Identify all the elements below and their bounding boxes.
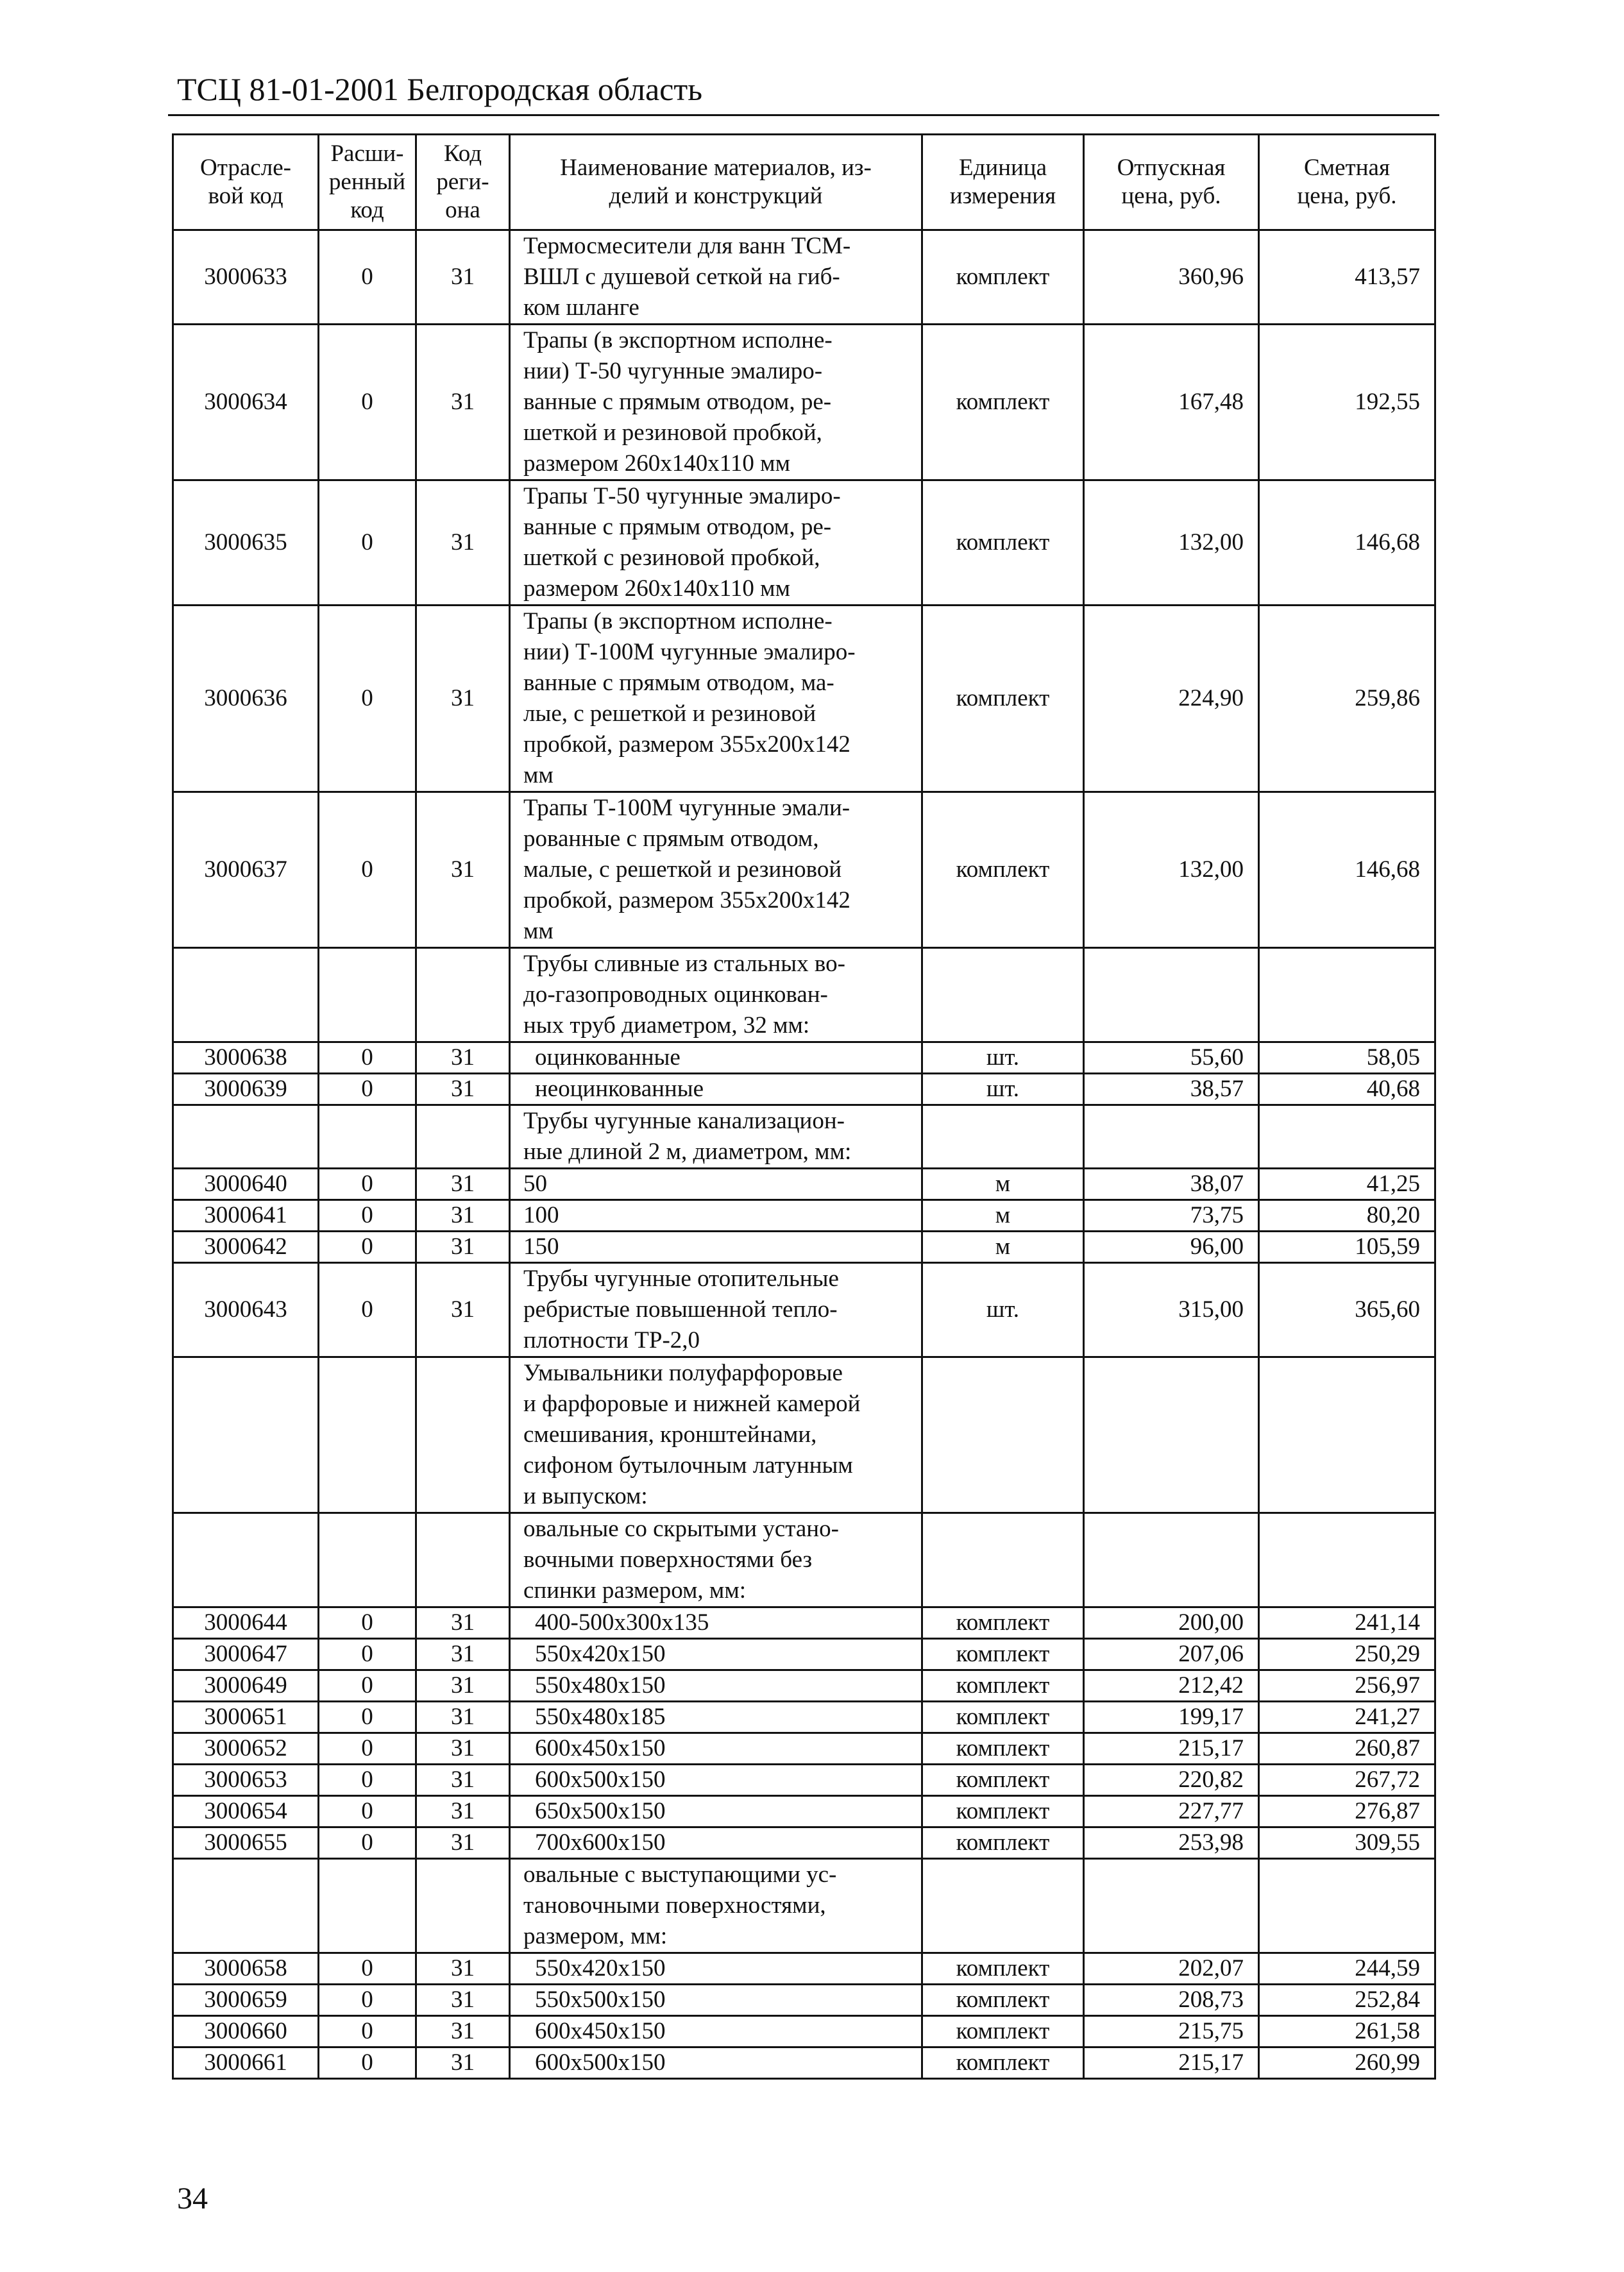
cell-region-code: 31 (416, 1827, 510, 1859)
cell-extended-code: 0 (319, 1670, 416, 1702)
cell-region-code (416, 1859, 510, 1953)
cell-extended-code: 0 (319, 1042, 416, 1074)
cell-unit (922, 1859, 1084, 1953)
cell-extended-code: 0 (319, 1263, 416, 1357)
cell-sector-code: 3000654 (173, 1796, 319, 1827)
cell-sector-code: 3000641 (173, 1200, 319, 1232)
cell-estimate-price: 146,68 (1259, 480, 1435, 606)
cell-sector-code: 3000638 (173, 1042, 319, 1074)
cell-extended-code: 0 (319, 1169, 416, 1200)
cell-release-price (1084, 1357, 1259, 1513)
table-row (173, 1263, 1435, 1357)
table-group-heading-row (173, 1513, 1435, 1607)
cell-estimate-price: 250,29 (1259, 1639, 1435, 1670)
cell-release-price: 227,77 (1084, 1796, 1259, 1827)
cell-unit (922, 1357, 1084, 1513)
cell-region-code: 31 (416, 1263, 510, 1357)
cell-material-name: Термосмесители для ванн ТСМ- ВШЛ с душевой сеткой на гиб- ком шланге (510, 230, 922, 325)
cell-unit: шт. (922, 1263, 1084, 1357)
cell-estimate-price: 309,55 (1259, 1827, 1435, 1859)
cell-extended-code: 0 (319, 2047, 416, 2079)
table-row (173, 325, 1435, 480)
col-header-unit: Единица измерения (922, 135, 1084, 230)
cell-material-name: 50 (510, 1169, 922, 1200)
table-row (173, 1702, 1435, 1733)
cell-material-name: 600х500х150 (510, 1765, 922, 1796)
cell-estimate-price: 260,87 (1259, 1733, 1435, 1765)
cell-material-name: 550х420х150 (510, 1639, 922, 1670)
cell-unit: комплект (922, 325, 1084, 480)
cell-material-name: 550х420х150 (510, 1953, 922, 1985)
cell-sector-code: 3000652 (173, 1733, 319, 1765)
cell-region-code: 31 (416, 792, 510, 948)
col-header-sector-code: Отрасле- вой код (173, 135, 319, 230)
cell-unit: комплект (922, 480, 1084, 606)
table-row (173, 1796, 1435, 1827)
cell-unit: комплект (922, 1765, 1084, 1796)
table-row (173, 1670, 1435, 1702)
cell-unit: комплект (922, 606, 1084, 792)
cell-release-price: 96,00 (1084, 1232, 1259, 1263)
table-row (173, 1169, 1435, 1200)
cell-region-code: 31 (416, 2047, 510, 2079)
table-row (173, 1765, 1435, 1796)
cell-sector-code: 3000649 (173, 1670, 319, 1702)
cell-release-price: 220,82 (1084, 1765, 1259, 1796)
table-group-heading-row (173, 948, 1435, 1042)
cell-extended-code: 0 (319, 606, 416, 792)
col-header-release-price: Отпускная цена, руб. (1084, 135, 1259, 230)
cell-material-name: 400-500х300х135 (510, 1607, 922, 1639)
cell-region-code: 31 (416, 1670, 510, 1702)
table-group-heading-row (173, 1859, 1435, 1953)
table-row (173, 480, 1435, 606)
cell-unit (922, 1105, 1084, 1169)
cell-unit: м (922, 1200, 1084, 1232)
cell-release-price: 212,42 (1084, 1670, 1259, 1702)
cell-material-name: Трубы сливные из стальных во- до-газопроводных оцинкован- ных труб диаметром, 32 мм: (510, 948, 922, 1042)
cell-release-price (1084, 1513, 1259, 1607)
table-row (173, 1607, 1435, 1639)
cell-sector-code: 3000655 (173, 1827, 319, 1859)
table-row (173, 1232, 1435, 1263)
cell-estimate-price: 267,72 (1259, 1765, 1435, 1796)
cell-sector-code: 3000642 (173, 1232, 319, 1263)
table-row (173, 1985, 1435, 2016)
cell-region-code: 31 (416, 1169, 510, 1200)
table-group-heading-row (173, 1105, 1435, 1169)
cell-sector-code: 3000633 (173, 230, 319, 325)
cell-region-code: 31 (416, 1985, 510, 2016)
cell-estimate-price: 252,84 (1259, 1985, 1435, 2016)
cell-release-price (1084, 1859, 1259, 1953)
cell-extended-code: 0 (319, 325, 416, 480)
cell-estimate-price (1259, 1357, 1435, 1513)
cell-release-price: 38,57 (1084, 1074, 1259, 1105)
cell-estimate-price: 261,58 (1259, 2016, 1435, 2047)
cell-sector-code: 3000635 (173, 480, 319, 606)
cell-release-price (1084, 948, 1259, 1042)
cell-estimate-price: 244,59 (1259, 1953, 1435, 1985)
cell-extended-code: 0 (319, 1827, 416, 1859)
cell-region-code: 31 (416, 1232, 510, 1263)
cell-estimate-price: 192,55 (1259, 325, 1435, 480)
cell-sector-code: 3000658 (173, 1953, 319, 1985)
cell-region-code: 31 (416, 480, 510, 606)
cell-region-code: 31 (416, 1042, 510, 1074)
cell-material-name: овальные с выступающими ус- тановочными поверхностями, размером, мм: (510, 1859, 922, 1953)
cell-material-name: 550х500х150 (510, 1985, 922, 2016)
cell-estimate-price: 413,57 (1259, 230, 1435, 325)
cell-sector-code: 3000661 (173, 2047, 319, 2079)
cell-unit: комплект (922, 792, 1084, 948)
cell-region-code: 31 (416, 325, 510, 480)
cell-release-price: 202,07 (1084, 1953, 1259, 1985)
cell-sector-code (173, 1357, 319, 1513)
cell-release-price: 360,96 (1084, 230, 1259, 325)
cell-extended-code: 0 (319, 2016, 416, 2047)
cell-release-price: 224,90 (1084, 606, 1259, 792)
cell-unit: комплект (922, 1639, 1084, 1670)
cell-material-name: Трубы чугунные отопительные ребристые повышенной тепло- плотности ТР-2,0 (510, 1263, 922, 1357)
cell-release-price: 208,73 (1084, 1985, 1259, 2016)
cell-material-name: овальные со скрытыми устано- вочными поверхностями без спинки размером, мм: (510, 1513, 922, 1607)
cell-extended-code: 0 (319, 1985, 416, 2016)
cell-region-code (416, 948, 510, 1042)
cell-sector-code: 3000643 (173, 1263, 319, 1357)
col-header-extended-code: Расши- ренный код (319, 135, 416, 230)
cell-extended-code: 0 (319, 792, 416, 948)
cell-estimate-price (1259, 1105, 1435, 1169)
cell-region-code (416, 1513, 510, 1607)
cell-region-code: 31 (416, 606, 510, 792)
table-row (173, 230, 1435, 325)
cell-extended-code: 0 (319, 1765, 416, 1796)
cell-extended-code: 0 (319, 1796, 416, 1827)
table-body (173, 230, 1435, 2079)
cell-unit: шт. (922, 1042, 1084, 1074)
cell-extended-code: 0 (319, 480, 416, 606)
cell-estimate-price: 105,59 (1259, 1232, 1435, 1263)
cell-unit: комплект (922, 2047, 1084, 2079)
cell-release-price: 73,75 (1084, 1200, 1259, 1232)
cell-estimate-price: 80,20 (1259, 1200, 1435, 1232)
col-header-region-code: Код реги- она (416, 135, 510, 230)
cell-unit: шт. (922, 1074, 1084, 1105)
cell-release-price: 132,00 (1084, 792, 1259, 948)
cell-release-price: 200,00 (1084, 1607, 1259, 1639)
cell-material-name: Трапы Т-50 чугунные эмалиро- ванные с прямым отводом, ре- шеткой с резиновой пробкой, размером 260х140х110 мм (510, 480, 922, 606)
cell-estimate-price: 276,87 (1259, 1796, 1435, 1827)
cell-release-price: 55,60 (1084, 1042, 1259, 1074)
cell-sector-code: 3000647 (173, 1639, 319, 1670)
cell-material-name: 650х500х150 (510, 1796, 922, 1827)
col-header-material-name: Наименование материалов, из- делий и конструкций (510, 135, 922, 230)
cell-release-price: 215,17 (1084, 2047, 1259, 2079)
cell-sector-code (173, 1105, 319, 1169)
cell-sector-code: 3000660 (173, 2016, 319, 2047)
table-row (173, 1827, 1435, 1859)
cell-unit: комплект (922, 1702, 1084, 1733)
cell-material-name: Трапы (в экспортном исполне- нии) Т-50 чугунные эмалиро- ванные с прямым отводом, ре- шеткой и резиновой пробкой, размером 260х140х110 мм (510, 325, 922, 480)
cell-material-name: 550х480х185 (510, 1702, 922, 1733)
cell-material-name: Трапы Т-100М чугунные эмали- рованные с прямым отводом, малые, с решеткой и резиновой пробкой, размером 355х200х142 мм (510, 792, 922, 948)
cell-estimate-price: 241,14 (1259, 1607, 1435, 1639)
cell-extended-code: 0 (319, 1639, 416, 1670)
cell-sector-code: 3000634 (173, 325, 319, 480)
cell-estimate-price: 365,60 (1259, 1263, 1435, 1357)
cell-extended-code: 0 (319, 1733, 416, 1765)
cell-release-price: 215,17 (1084, 1733, 1259, 1765)
cell-extended-code (319, 1357, 416, 1513)
table-row (173, 1042, 1435, 1074)
cell-region-code: 31 (416, 1765, 510, 1796)
table-row (173, 1733, 1435, 1765)
cell-sector-code (173, 1859, 319, 1953)
cell-material-name: Трапы (в экспортном исполне- нии) Т-100М чугунные эмалиро- ванные с прямым отводом, ма- лые, с решеткой и резиновой пробкой, размером 355х200х142 мм (510, 606, 922, 792)
cell-estimate-price: 260,99 (1259, 2047, 1435, 2079)
cell-estimate-price (1259, 948, 1435, 1042)
cell-region-code: 31 (416, 1796, 510, 1827)
cell-unit: комплект (922, 230, 1084, 325)
cell-release-price: 215,75 (1084, 2016, 1259, 2047)
cell-sector-code: 3000651 (173, 1702, 319, 1733)
table-row (173, 2016, 1435, 2047)
table-header-row (173, 135, 1435, 230)
cell-extended-code (319, 1105, 416, 1169)
cell-release-price: 253,98 (1084, 1827, 1259, 1859)
cell-sector-code (173, 1513, 319, 1607)
cell-release-price: 38,07 (1084, 1169, 1259, 1200)
cell-region-code: 31 (416, 1733, 510, 1765)
cell-release-price: 199,17 (1084, 1702, 1259, 1733)
cell-sector-code: 3000659 (173, 1985, 319, 2016)
cell-region-code: 31 (416, 1607, 510, 1639)
price-table (172, 133, 1436, 2080)
cell-region-code: 31 (416, 1953, 510, 1985)
cell-extended-code (319, 948, 416, 1042)
table-row (173, 792, 1435, 948)
cell-unit (922, 948, 1084, 1042)
cell-unit: комплект (922, 2016, 1084, 2047)
table-row (173, 1074, 1435, 1105)
cell-extended-code: 0 (319, 1074, 416, 1105)
cell-release-price: 315,00 (1084, 1263, 1259, 1357)
cell-material-name: оцинкованные (510, 1042, 922, 1074)
cell-material-name: неоцинкованные (510, 1074, 922, 1105)
col-header-estimate-price: Сметная цена, руб. (1259, 135, 1435, 230)
page-header: ТСЦ 81-01-2001 Белгородская область (177, 71, 703, 107)
cell-region-code (416, 1105, 510, 1169)
cell-unit: комплект (922, 1985, 1084, 2016)
cell-material-name: 600х450х150 (510, 2016, 922, 2047)
cell-unit: комплект (922, 1953, 1084, 1985)
cell-estimate-price: 58,05 (1259, 1042, 1435, 1074)
cell-sector-code: 3000636 (173, 606, 319, 792)
cell-unit: комплект (922, 1827, 1084, 1859)
page-number: 34 (177, 2182, 208, 2216)
cell-region-code: 31 (416, 1639, 510, 1670)
cell-region-code: 31 (416, 1074, 510, 1105)
cell-material-name: 600х450х150 (510, 1733, 922, 1765)
cell-material-name: Умывальники полуфарфоровые и фарфоровые и нижней камерой смешивания, кронштейнами, сифоном бутылочным латунным и выпуском: (510, 1357, 922, 1513)
cell-region-code: 31 (416, 2016, 510, 2047)
cell-unit: м (922, 1232, 1084, 1263)
cell-extended-code: 0 (319, 1607, 416, 1639)
cell-sector-code: 3000639 (173, 1074, 319, 1105)
cell-estimate-price: 256,97 (1259, 1670, 1435, 1702)
cell-estimate-price (1259, 1513, 1435, 1607)
cell-unit: комплект (922, 1607, 1084, 1639)
cell-sector-code: 3000644 (173, 1607, 319, 1639)
cell-estimate-price: 241,27 (1259, 1702, 1435, 1733)
header-rule (168, 114, 1439, 116)
cell-region-code: 31 (416, 1200, 510, 1232)
cell-unit: комплект (922, 1796, 1084, 1827)
cell-release-price (1084, 1105, 1259, 1169)
cell-release-price: 132,00 (1084, 480, 1259, 606)
cell-sector-code (173, 948, 319, 1042)
table-row (173, 1953, 1435, 1985)
cell-extended-code: 0 (319, 1702, 416, 1733)
cell-material-name: 700х600х150 (510, 1827, 922, 1859)
cell-extended-code: 0 (319, 1953, 416, 1985)
cell-sector-code: 3000653 (173, 1765, 319, 1796)
cell-extended-code: 0 (319, 1200, 416, 1232)
cell-unit: комплект (922, 1670, 1084, 1702)
cell-estimate-price: 146,68 (1259, 792, 1435, 948)
cell-estimate-price (1259, 1859, 1435, 1953)
cell-material-name: Трубы чугунные канализацион- ные длиной 2 м, диаметром, мм: (510, 1105, 922, 1169)
cell-material-name: 100 (510, 1200, 922, 1232)
cell-extended-code: 0 (319, 230, 416, 325)
table-row (173, 2047, 1435, 2079)
table-row (173, 606, 1435, 792)
cell-estimate-price: 41,25 (1259, 1169, 1435, 1200)
cell-estimate-price: 40,68 (1259, 1074, 1435, 1105)
cell-region-code (416, 1357, 510, 1513)
cell-unit: комплект (922, 1733, 1084, 1765)
table-row (173, 1200, 1435, 1232)
cell-sector-code: 3000637 (173, 792, 319, 948)
cell-material-name: 550х480х150 (510, 1670, 922, 1702)
cell-extended-code: 0 (319, 1232, 416, 1263)
cell-material-name: 150 (510, 1232, 922, 1263)
cell-sector-code: 3000640 (173, 1169, 319, 1200)
cell-release-price: 167,48 (1084, 325, 1259, 480)
table-group-heading-row (173, 1357, 1435, 1513)
cell-material-name: 600х500х150 (510, 2047, 922, 2079)
cell-unit (922, 1513, 1084, 1607)
cell-region-code: 31 (416, 230, 510, 325)
cell-estimate-price: 259,86 (1259, 606, 1435, 792)
cell-extended-code (319, 1513, 416, 1607)
cell-region-code: 31 (416, 1702, 510, 1733)
cell-release-price: 207,06 (1084, 1639, 1259, 1670)
cell-extended-code (319, 1859, 416, 1953)
table-row (173, 1639, 1435, 1670)
cell-unit: м (922, 1169, 1084, 1200)
